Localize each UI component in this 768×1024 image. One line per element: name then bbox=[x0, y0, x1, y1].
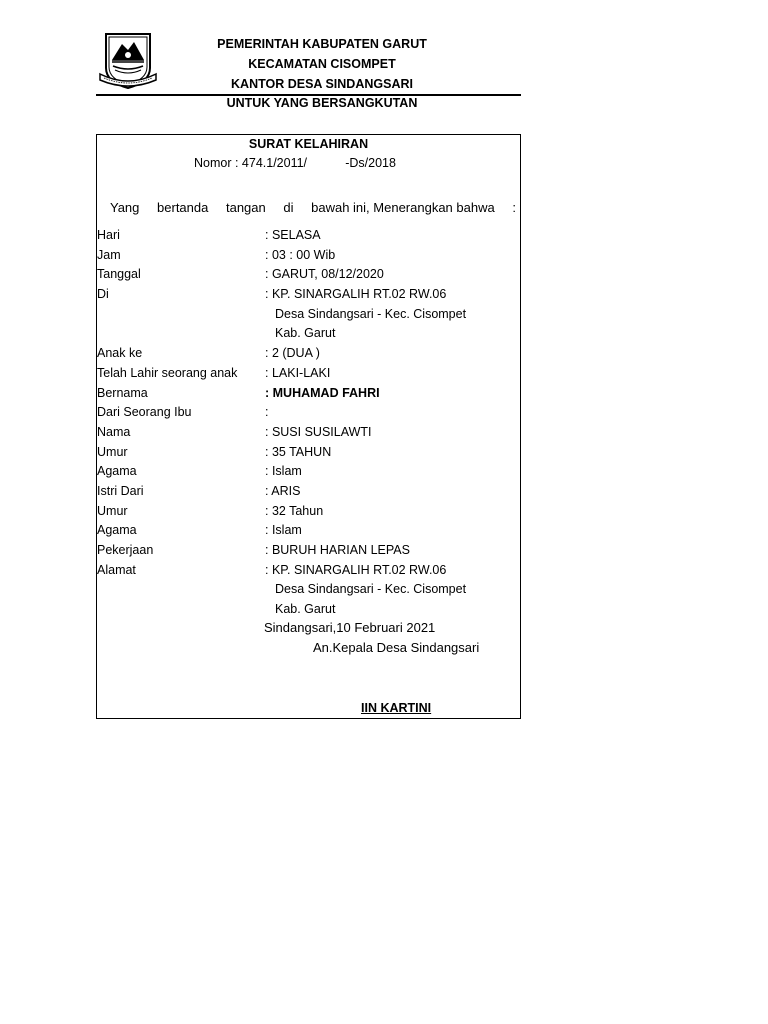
detail-label: Hari bbox=[97, 228, 120, 242]
detail-row-occupation bbox=[97, 541, 517, 561]
detail-value: : KP. SINARGALIH RT.02 RW.06 bbox=[265, 287, 447, 302]
detail-label: Agama bbox=[97, 464, 137, 479]
letterhead bbox=[96, 34, 520, 94]
detail-row-address-cont bbox=[97, 580, 517, 600]
place-and-date: Sindangsari,10 Februari 2021 bbox=[264, 620, 436, 635]
detail-row-place-cont bbox=[97, 305, 517, 325]
detail-label: Nama bbox=[97, 424, 131, 439]
detail-label: Istri Dari bbox=[97, 483, 144, 498]
detail-value: : BURUH HARIAN LEPAS bbox=[265, 543, 410, 557]
detail-row-child-order bbox=[97, 344, 517, 364]
detail-value: : LAKI-LAKI bbox=[265, 365, 331, 380]
detail-label: Di bbox=[97, 287, 109, 302]
detail-label: Bernama bbox=[97, 385, 148, 400]
intro-word: bawah ini, Menerangkan bahwa bbox=[311, 200, 495, 215]
signer-name: IIN KARTINI bbox=[361, 701, 432, 715]
detail-row-husband bbox=[97, 482, 517, 502]
intro-word: di bbox=[283, 200, 294, 215]
letter-number: Nomor : 474.1/2011/ -Ds/2018 bbox=[194, 156, 396, 170]
intro-word: Yang bbox=[110, 200, 140, 215]
detail-label: Umur bbox=[97, 444, 128, 459]
detail-label: Jam bbox=[97, 247, 121, 262]
birth-details bbox=[97, 226, 517, 620]
detail-label: Pekerjaan bbox=[97, 543, 154, 557]
detail-row-sex bbox=[97, 364, 517, 384]
detail-value: : ARIS bbox=[265, 483, 301, 498]
letterhead-line-government: PEMERINTAH KABUPATEN GARUT bbox=[217, 37, 427, 51]
detail-value: Desa Sindangsari - Kec. Cisompet bbox=[275, 582, 467, 597]
detail-row-mother-name bbox=[97, 423, 517, 443]
detail-label: Tanggal bbox=[97, 267, 141, 282]
detail-value: Kab. Garut bbox=[275, 326, 336, 341]
detail-value: : 2 (DUA ) bbox=[265, 346, 320, 361]
detail-value: : 35 TAHUN bbox=[265, 444, 332, 459]
detail-value: : 03 : 00 Wib bbox=[265, 247, 336, 262]
detail-value: : 32 Tahun bbox=[265, 503, 324, 518]
letterhead-line-district: KECAMATAN CISOMPET bbox=[248, 57, 396, 71]
detail-label: Umur bbox=[97, 503, 128, 518]
detail-value: : SELASA bbox=[265, 228, 321, 242]
detail-value: : SUSI SUSILAWTI bbox=[265, 424, 372, 439]
detail-row-address bbox=[97, 561, 517, 581]
detail-value: : bbox=[265, 405, 269, 420]
detail-label: Telah Lahir seorang anak bbox=[97, 365, 238, 380]
detail-row-address-cont bbox=[97, 600, 517, 620]
on-behalf-of: An.Kepala Desa Sindangsari bbox=[313, 640, 480, 655]
letterhead-subline: UNTUK YANG BERSANGKUTAN bbox=[226, 96, 418, 110]
detail-value: Desa Sindangsari - Kec. Cisompet bbox=[275, 306, 467, 321]
detail-row-mother-heading bbox=[97, 403, 517, 423]
intro-word: tangan bbox=[225, 200, 266, 215]
detail-row-mother-religion bbox=[97, 462, 517, 482]
intro-word: : bbox=[512, 200, 516, 215]
letter-title: SURAT KELAHIRAN bbox=[248, 137, 369, 151]
detail-row-place bbox=[97, 285, 517, 305]
letter-intro bbox=[110, 200, 516, 216]
detail-row-father-age bbox=[97, 502, 517, 522]
detail-label: Alamat bbox=[97, 562, 136, 577]
detail-value: : GARUT, 08/12/2020 bbox=[265, 267, 384, 282]
intro-word: bertanda bbox=[157, 200, 209, 215]
detail-row-day bbox=[97, 226, 517, 246]
detail-value: : MUHAMAD FAHRI bbox=[265, 385, 380, 400]
detail-row-date bbox=[97, 265, 517, 285]
detail-row-time bbox=[97, 246, 517, 266]
detail-row-mother-age bbox=[97, 443, 517, 463]
detail-row-father-religion bbox=[97, 521, 517, 541]
detail-value: : KP. SINARGALIH RT.02 RW.06 bbox=[265, 562, 447, 577]
detail-value: : Islam bbox=[265, 523, 302, 538]
detail-value: : Islam bbox=[265, 464, 302, 479]
detail-row-child-name bbox=[97, 384, 517, 404]
detail-label: Agama bbox=[97, 523, 137, 538]
detail-label: Dari Seorang Ibu bbox=[97, 405, 192, 420]
detail-value: Kab. Garut bbox=[275, 602, 336, 617]
detail-label: Anak ke bbox=[97, 346, 143, 361]
letterhead-line-office: KANTOR DESA SINDANGSARI bbox=[231, 77, 413, 91]
detail-row-place-cont bbox=[97, 324, 517, 344]
